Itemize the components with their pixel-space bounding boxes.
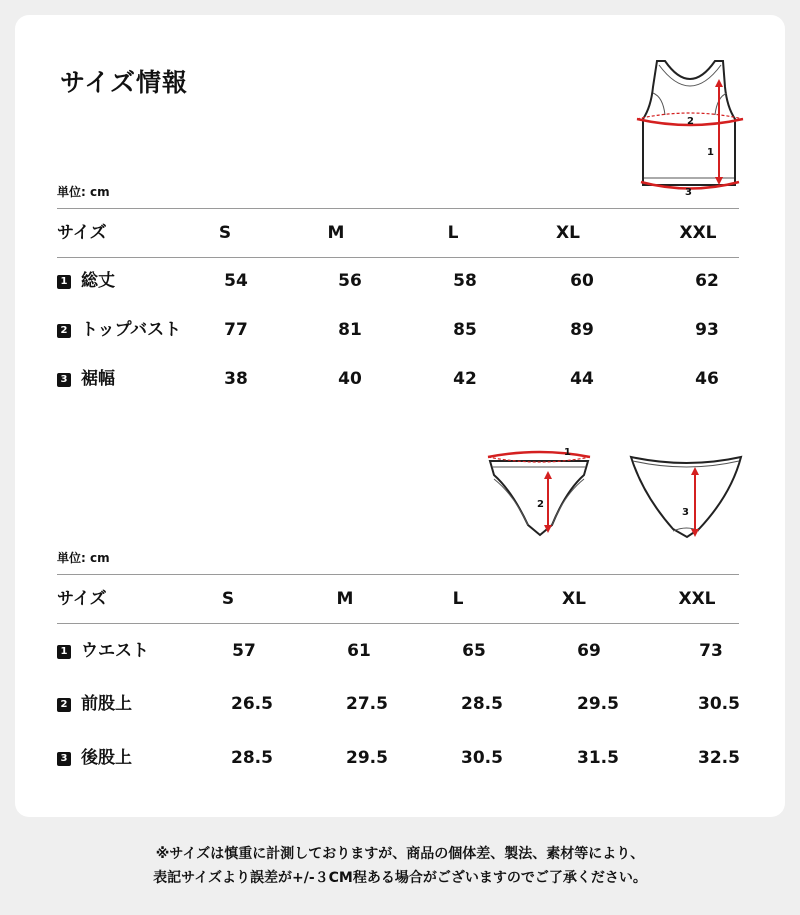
header-size-label: サイズ bbox=[57, 589, 107, 609]
table-cell: 77 bbox=[224, 320, 248, 340]
top-table-rule bbox=[57, 257, 739, 258]
row-number-badge: 1 bbox=[57, 275, 71, 289]
brief-front-mark-2: 2 bbox=[537, 499, 544, 510]
table-cell: 28.5 bbox=[231, 748, 273, 768]
table-cell: 32.5 bbox=[698, 748, 740, 768]
row-label: 裾幅 bbox=[81, 369, 115, 389]
table-cell: 81 bbox=[338, 320, 362, 340]
header-xl: XL bbox=[562, 589, 586, 609]
table-cell: 62 bbox=[695, 271, 719, 291]
brief-front-diagram bbox=[480, 443, 600, 543]
header-size-label: サイズ bbox=[57, 223, 107, 243]
tank-mark-3: 3 bbox=[685, 187, 692, 198]
size-info-card bbox=[15, 15, 785, 817]
table-cell: 29.5 bbox=[346, 748, 388, 768]
table-row bbox=[57, 315, 739, 345]
table-cell: 58 bbox=[453, 271, 477, 291]
top-unit-label: 単位: cm bbox=[57, 185, 110, 199]
row-label: トップバスト bbox=[81, 320, 182, 340]
page-title: サイズ情報 bbox=[60, 68, 189, 97]
row-label: 総丈 bbox=[81, 271, 115, 291]
bottom-unit-label: 単位: cm bbox=[57, 551, 110, 565]
table-cell: 46 bbox=[695, 369, 719, 389]
brief-back-mark-3: 3 bbox=[682, 507, 689, 518]
footer-note-line-1: ※サイズは慎重に計測しておりますが、商品の個体差、製法、素材等により、 bbox=[155, 846, 645, 862]
table-cell: 60 bbox=[570, 271, 594, 291]
footer-note-line-2: 表記サイズより誤差が+/-３CM程ある場合がございますのでご了承ください。 bbox=[153, 870, 647, 886]
table-cell: 29.5 bbox=[577, 694, 619, 714]
header-xxl: XXL bbox=[679, 223, 717, 243]
row-label: ウエスト bbox=[81, 641, 149, 661]
row-label: 前股上 bbox=[81, 694, 132, 714]
header-l: L bbox=[452, 589, 464, 609]
table-cell: 93 bbox=[695, 320, 719, 340]
table-cell: 26.5 bbox=[231, 694, 273, 714]
table-cell: 42 bbox=[453, 369, 477, 389]
header-m: M bbox=[327, 223, 345, 243]
brief-back-diagram bbox=[627, 451, 745, 547]
table-row bbox=[57, 364, 739, 394]
row-number-badge: 3 bbox=[57, 373, 71, 387]
table-cell: 38 bbox=[224, 369, 248, 389]
table-cell: 89 bbox=[570, 320, 594, 340]
table-cell: 28.5 bbox=[461, 694, 503, 714]
table-cell: 56 bbox=[338, 271, 362, 291]
table-row bbox=[57, 743, 739, 773]
header-m: M bbox=[336, 589, 354, 609]
header-xxl: XXL bbox=[678, 589, 716, 609]
table-row bbox=[57, 689, 739, 719]
table-cell: 65 bbox=[462, 641, 486, 661]
row-number-badge: 2 bbox=[57, 698, 71, 712]
header-l: L bbox=[447, 223, 459, 243]
row-number-badge: 2 bbox=[57, 324, 71, 338]
row-label: 後股上 bbox=[81, 748, 132, 768]
table-cell: 30.5 bbox=[461, 748, 503, 768]
table-cell: 73 bbox=[699, 641, 723, 661]
bottom-table-rule bbox=[57, 574, 739, 575]
tank-mark-2: 2 bbox=[687, 116, 694, 127]
table-cell: 57 bbox=[232, 641, 256, 661]
top-table-rule bbox=[57, 208, 739, 209]
row-number-badge: 3 bbox=[57, 752, 71, 766]
tank-top-diagram bbox=[635, 57, 745, 198]
table-row bbox=[57, 636, 739, 666]
table-cell: 40 bbox=[338, 369, 362, 389]
table-cell: 85 bbox=[453, 320, 477, 340]
table-cell: 54 bbox=[224, 271, 248, 291]
table-row bbox=[57, 266, 739, 296]
top-header-row bbox=[57, 218, 739, 248]
header-s: S bbox=[221, 589, 235, 609]
table-cell: 69 bbox=[577, 641, 601, 661]
brief-front-mark-1: 1 bbox=[564, 447, 571, 458]
header-s: S bbox=[218, 223, 232, 243]
row-number-badge: 1 bbox=[57, 645, 71, 659]
table-cell: 61 bbox=[347, 641, 371, 661]
tank-mark-1: 1 bbox=[707, 147, 714, 158]
header-xl: XL bbox=[556, 223, 580, 243]
table-cell: 30.5 bbox=[698, 694, 740, 714]
table-cell: 31.5 bbox=[577, 748, 619, 768]
table-cell: 27.5 bbox=[346, 694, 388, 714]
bottom-table-rule bbox=[57, 623, 739, 624]
table-cell: 44 bbox=[570, 369, 594, 389]
bottom-header-row bbox=[57, 584, 739, 614]
